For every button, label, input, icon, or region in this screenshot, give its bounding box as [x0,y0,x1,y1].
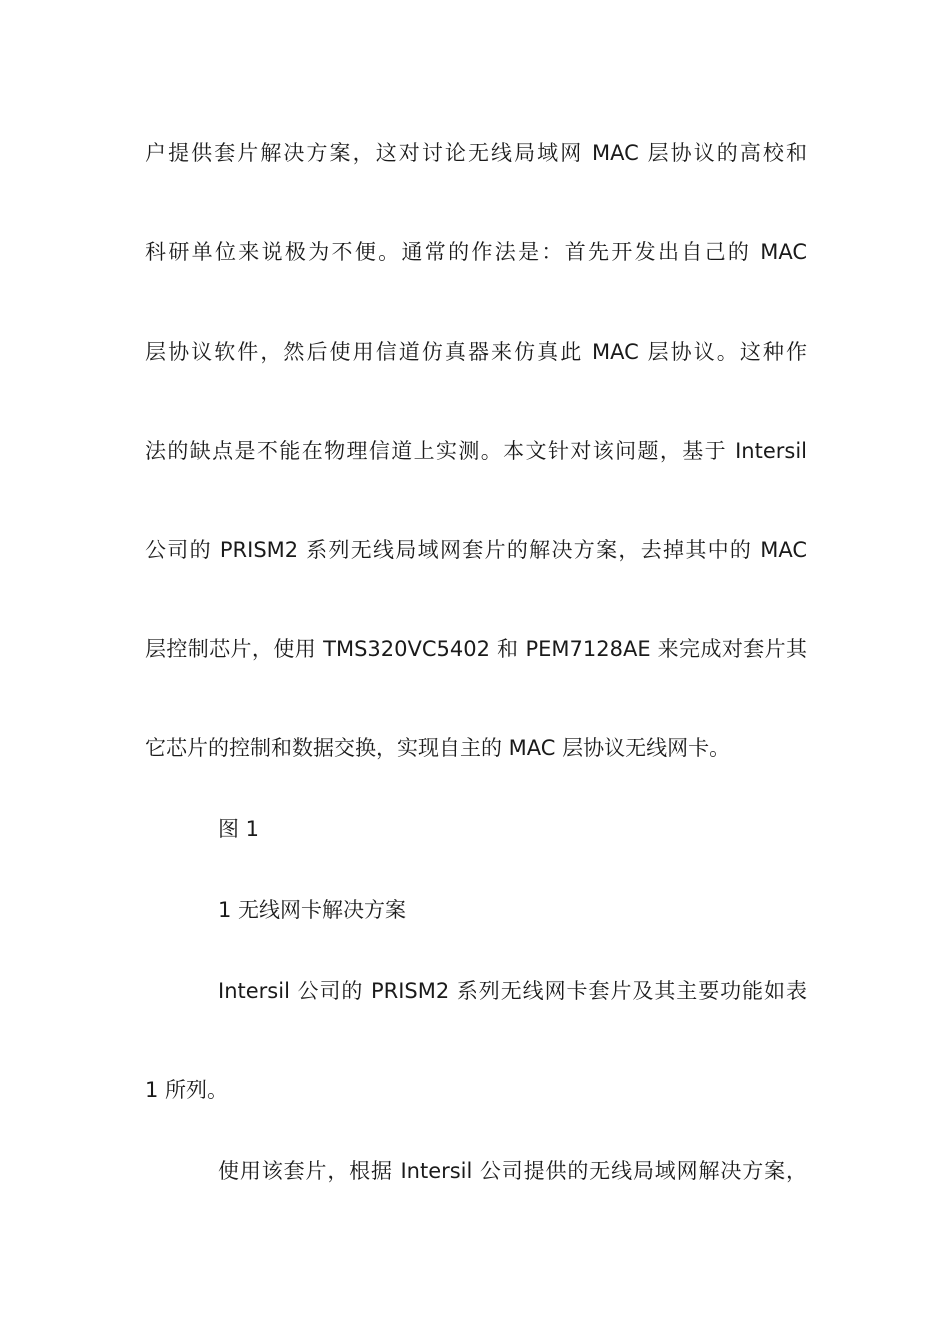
paragraph-3-line-1: 使用该套片，根据 Intersil 公司提供的无线局域网解决方案， [218,1159,807,1183]
body-text-line-1: 户提供套片解决方案，这对讨论无线局域网 MAC 层协议的高校和 [145,141,807,165]
body-text-line-2: 科研单位来说极为不便。通常的作法是：首先开发出自己的 MAC [145,240,807,264]
body-text-line-3: 层协议软件，然后使用信道仿真器来仿真此 MAC 层协议。这种作 [145,340,807,364]
body-text-line-5: 公司的 PRISM2 系列无线局域网套片的解决方案，去掉其中的 MAC [145,538,807,562]
body-text-line-4: 法的缺点是不能在物理信道上实测。本文针对该问题，基于 Intersil [145,439,807,463]
figure-label: 图 1 [218,817,260,841]
paragraph-2-line-2: 1 所列。 [145,1078,229,1102]
body-text-line-6: 层控制芯片，使用 TMS320VC5402 和 PEM7128AE 来完成对套片其 [145,637,807,661]
body-text-line-7: 它芯片的控制和数据交换，实现自主的 MAC 层协议无线网卡。 [145,736,731,760]
section-heading: 1 无线网卡解决方案 [218,898,407,922]
paragraph-2-line-1: Intersil 公司的 PRISM2 系列无线网卡套片及其主要功能如表 [218,979,807,1003]
